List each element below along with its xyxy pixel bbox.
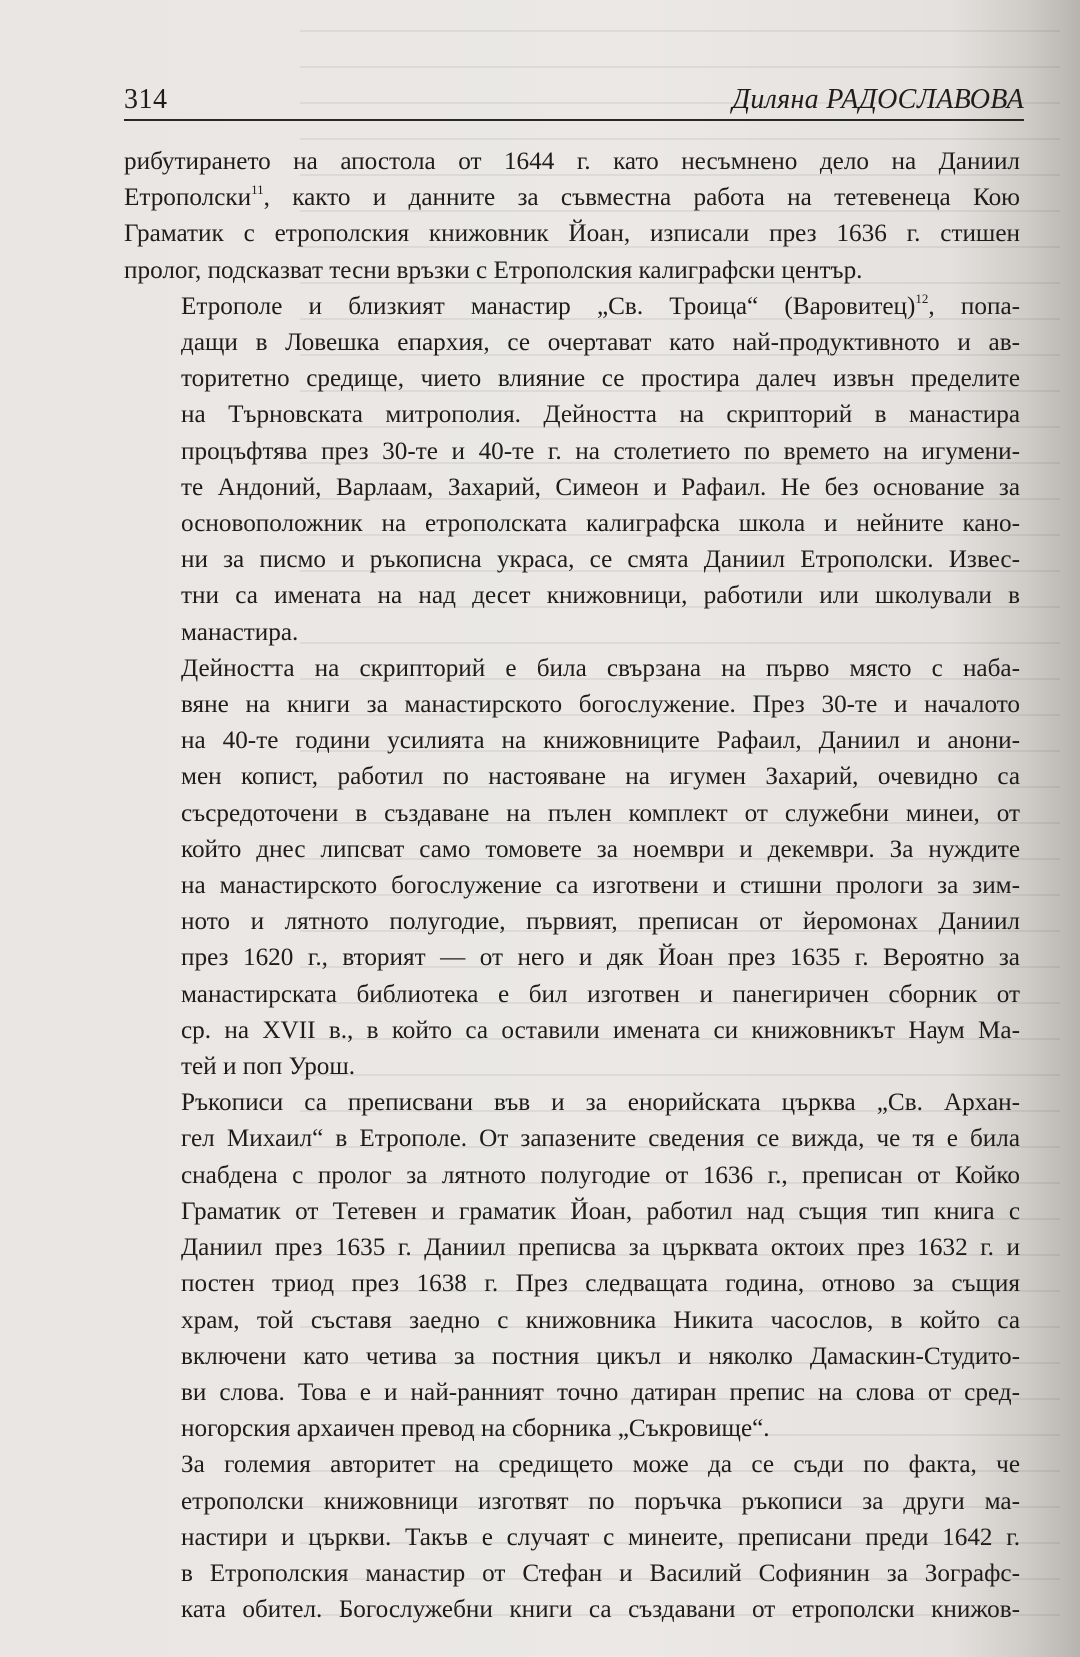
text-line: процъфтява през 30-те и 40-те г. на столетието по времето на игумени- [181,437,1020,465]
text-line: За големия авторитет на средището може да се съди по факта, че [181,1451,1020,1479]
text-line: основоположник на етрополската калиграфска школа и нейните кано- [181,510,1020,538]
text-line: манастира. [181,618,299,646]
text-line: през 1620 г., вторият — от него и дяк Йоан през 1635 г. Вероятно за [181,944,1020,972]
text-line: тей и поп Урош. [181,1053,356,1081]
text-line: Даниил през 1635 г. Даниил преписва за църквата октоих през 1632 г. и [181,1234,1020,1262]
paragraph-1 [124,144,1020,289]
text-line: манастирската библиотека е бил изготвен и панегиричен сборник от [181,980,1020,1008]
paragraph-3 [124,651,1020,1085]
text-line: пролог, подсказват тесни връзки с Етрополския калиграфски център. [124,256,863,284]
running-header [124,84,1024,124]
text-line: Етрополски$^{11}$, както и данните за съвместна работа на тетевенеца Кою [124,182,1020,212]
running-header-author: Диляна РАДОСЛАВОВА [732,84,1024,115]
text-line: етрополски книжовници изготвят по поръчка ръкописи за други ма- [181,1487,1020,1515]
text-line: Граматик с етрополския книжовник Йоан, изписали през 1636 г. стишен [124,220,1020,248]
text-line: те Андоний, Варлаам, Захарий, Симеон и Рафаил. Не без основание за [181,473,1020,501]
text-line: тни са имената на над десет книжовници, работили или школували в [181,582,1020,610]
body-text [124,144,1020,1628]
text-line: включени като четива за постния цикъл и няколко Дамаскин-Студито- [181,1342,1020,1370]
text-line: торитетно средище, чието влияние се простира далеч извън пределите [181,365,1020,393]
paragraph-4 [124,1085,1020,1447]
text-line: Етрополе и близкият манастир „Св. Троица“ (Варовитец)$^{12}$, попа- [181,290,1021,320]
text-line: рибутирането на апостола от 1644 г. като несъмнено дело на Даниил [124,148,1020,175]
text-line: на Търновската митрополия. Дейността на скрипторий в манастира [181,401,1020,429]
footnote-ref: 12 [915,290,929,306]
text-line: в Етрополския манастир от Стефан и Василий Софиянин за Зографс- [181,1559,1020,1587]
text-line: гел Михаил“ в Етрополе. От запазените сведения се вижда, че тя е била [181,1125,1020,1153]
text-line: който днес липсват само томовете за ноември и декември. За нуждите [181,835,1020,863]
text-line: вяне на книги за манастирското богослужение. През 30-те и началото [181,691,1020,719]
paragraph-2 [124,289,1020,651]
text-line: Дейността на скрипторий е била свързана на първо място с наба- [181,654,1020,682]
text-line: постен триод през 1638 г. През следващата година, отново за същия [181,1270,1020,1298]
text-line: ни за писмо и ръкописна украса, се смята Даниил Етрополски. Извес- [181,546,1020,574]
text-line: мен копист, работил по настояване на игумен Захарий, очевидно са [181,763,1020,791]
text-line: снабдена с пролог за лятното полугодие от 1636 г., преписан от Койко [181,1161,1020,1189]
text-line: съсредоточени в създаване на пълен комплект от служебни минеи, от [181,799,1020,827]
text-line: на 40-те години усилията на книжовниците Рафаил, Даниил и анони- [181,727,1020,755]
page-number: 314 [124,84,168,115]
text-line: храм, той съставя заедно с книжовника Никита часослов, в който са [181,1306,1020,1334]
text-line: Ръкописи са преписвани във и за енорийската църква „Св. Архан- [181,1089,1020,1117]
footnote-ref: 11 [251,182,264,198]
text-line: дащи в Ловешка епархия, се очертават като най-продуктивното и ав- [181,329,1020,357]
text-line: на манастирското богослужение са изготвени и стишни прологи за зим- [181,872,1020,900]
text-line: ното и лятното полугодие, първият, преписан от йеромонах Даниил [181,908,1020,936]
header-rule [124,119,1024,121]
text-line: Граматик от Тетевен и граматик Йоан, работил над същия тип книга с [181,1197,1020,1225]
paragraph-5 [124,1447,1020,1628]
text-line: ката обител. Богослужебни книги са създавани от етрополски книжов- [181,1596,1020,1624]
text-line: настири и църкви. Такъв е случаят с минеите, преписани преди 1642 г. [181,1523,1020,1551]
text-line: ногорския архаичен превод на сборника „Съкровище“. [181,1415,770,1443]
text-line: ср. на XVII в., в който са оставили имената си книжовникът Наум Ма- [181,1016,1020,1044]
text-line: ви слова. Това е и най-ранният точно датиран препис на слова от сред- [181,1378,1020,1406]
